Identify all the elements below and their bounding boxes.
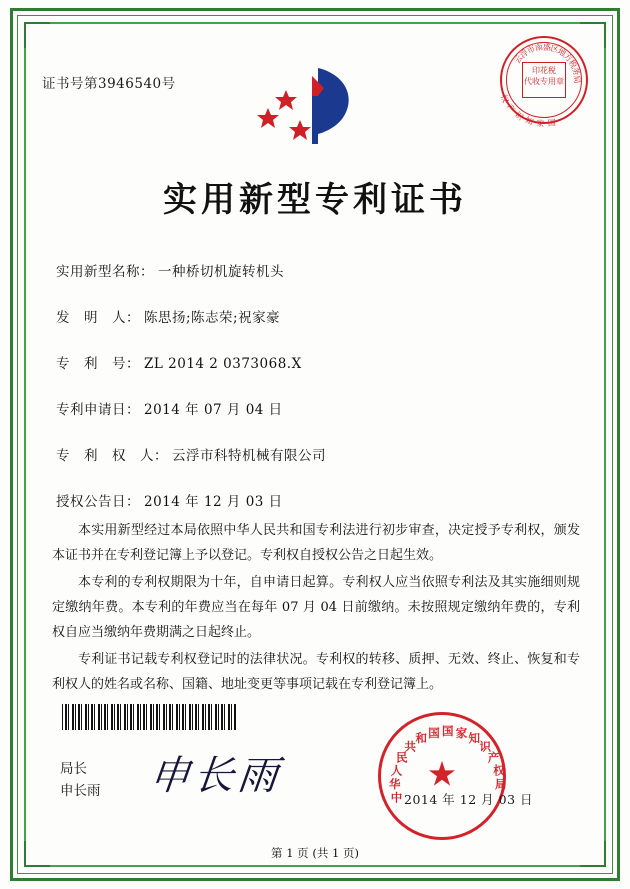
body-paragraphs (52, 518, 580, 699)
field-value: 一种桥切机旋转机头 (158, 264, 284, 280)
signature-name-label: 申长雨 (60, 783, 101, 799)
field-value: 云浮市科特机械有限公司 (172, 448, 326, 464)
tax-stamp-seal (498, 36, 588, 129)
field-value: ZL 2014 2 0373068.X (144, 356, 302, 372)
field-list (56, 262, 566, 538)
field-value: 陈思扬;陈志荣;祝家豪 (144, 310, 281, 326)
paragraph-term-fees: 本专利的专利权期限为十年，自申请日起算。专利权人应当依照专利法及其实施细则规定缴纳年费。本专利的年费应当在每年 07 月 04 日前缴纳。未按照规定缴纳年费的，专利权自应当缴纳年费期满之日起终止。 (52, 575, 580, 640)
page-title: 实用新型专利证书 (163, 180, 467, 220)
field-label: 专 利 号： (56, 356, 140, 372)
field-row-name (56, 262, 566, 282)
field-value: 2014 年 12 月 03 日 (144, 494, 283, 510)
field-row-inventors (56, 308, 566, 328)
field-row-application-date (56, 400, 566, 420)
signature-title-label: 局长 (60, 761, 87, 777)
page-footer: 第 1 页 (共 1 页) (271, 846, 359, 860)
paragraph-register: 专利证书记载专利权登记时的法律状况。专利权的转移、质押、无效、终止、恢复和专利权人的姓名或名称、国籍、地址变更等事项记载在专利登记簿上。 (52, 652, 580, 692)
handwritten-signature: 申长雨 (147, 753, 285, 799)
field-label: 授权公告日： (56, 494, 140, 510)
paragraph-grant: 本实用新型经过本局依照中华人民共和国专利法进行初步审查，决定授予专利权，颁发本证书并在专利登记簿上予以登记。专利权自授权公告之日起生效。 (52, 523, 580, 563)
seal-arc-text: 云 浮 市 南 盛 区 地 方 税 务 局 国 家 知 识 产 权 (498, 42, 582, 129)
certificate-number: 证书号第3946540号 (42, 76, 176, 92)
corner-ornament-top-left (24, 22, 50, 48)
seal-star-icon: ★ (426, 754, 458, 795)
field-row-patentee (56, 446, 566, 466)
field-label: 专 利 权 人： (56, 448, 168, 464)
seal-issue-date: 2014 年 12 月 03 日 (404, 792, 533, 807)
barcode-strip (62, 704, 237, 730)
field-value: 2014 年 07 月 04 日 (144, 402, 283, 418)
seal-inner-text: 印花税 代收专用章 (522, 62, 566, 98)
seal-arc-text: 中 华 人 民 共 和 国 国 家 知 识 产 权 局 (389, 724, 507, 805)
sipo-logo-icon (252, 60, 362, 152)
field-label: 专利申请日： (56, 402, 140, 418)
field-label: 发 明 人： (56, 310, 140, 326)
national-office-seal (378, 712, 506, 840)
field-label: 实用新型名称： (56, 264, 154, 280)
field-row-grant-date (56, 492, 566, 512)
field-row-patent-number (56, 354, 566, 374)
signature-block (60, 758, 101, 802)
